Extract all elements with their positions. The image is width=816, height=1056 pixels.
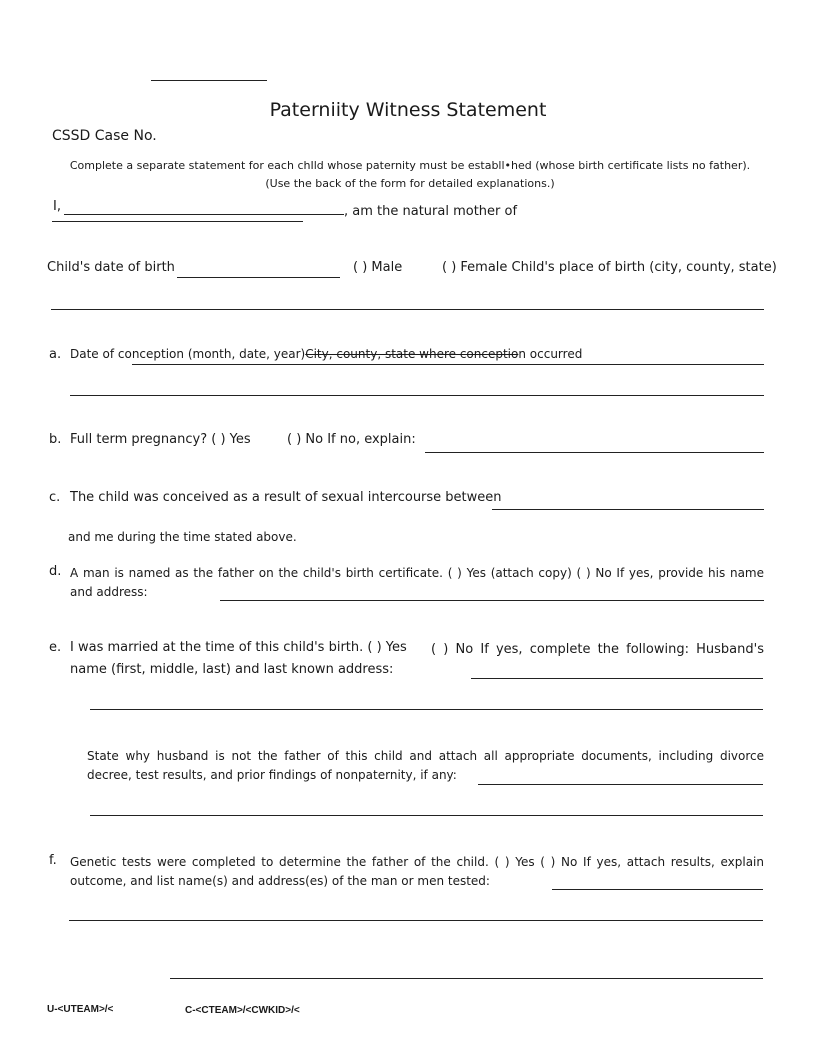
- item-f-field-3[interactable]: [170, 978, 763, 979]
- page-title: Paterniity Witness Statement: [269, 99, 547, 121]
- mother-suffix: , am the natural mother of: [344, 204, 518, 219]
- item-a-rest: n occurred: [518, 347, 583, 361]
- item-d-text: A man is named as the father on the child's birth certificate. ( ) Yes (attach copy) ( ) No If yes, provide his name and address:: [70, 566, 764, 599]
- item-b-marker: b.: [49, 432, 62, 447]
- item-c-text: The child was conceived as a result of sexual intercourse between: [70, 490, 502, 505]
- item-a-marker: a.: [49, 347, 62, 362]
- item-c-continuation: and me during the time stated above.: [68, 530, 297, 544]
- child-birthplace-field[interactable]: [51, 309, 764, 310]
- item-e-sub-text: State why husband is not the father of this child and attach all appropriate documents, including divorce decree, test results, and prior findings of nonpaternity, if any:: [87, 749, 764, 782]
- item-a-field-1[interactable]: [132, 364, 764, 365]
- item-e-text: I was married at the time of this child's birth. ( ) Yes: [70, 640, 407, 655]
- item-e-no-text: [70, 640, 764, 680]
- footer-right-code: C-<CTEAM>/<CWKID>/<: [185, 1005, 300, 1016]
- mother-underline-2: [52, 221, 303, 222]
- top-mark-line: [151, 80, 267, 81]
- item-f-text: Genetic tests were completed to determine the father of the child. ( ) Yes ( ) No If yes, attach results, explain outcome, and list name(s) and address(es) of the man or men tested:: [70, 855, 764, 888]
- mother-prefix: I,: [53, 199, 61, 214]
- item-f-marker: f.: [49, 853, 57, 868]
- item-e-no-label: ( ) No If yes, complete the following: Husband's name (first, middle, last) and last known address:: [70, 642, 764, 677]
- item-d-field[interactable]: [220, 600, 764, 601]
- item-c-marker: c.: [49, 490, 61, 505]
- child-dob-label: Child's date of birth: [47, 260, 175, 275]
- item-c-field[interactable]: [492, 509, 764, 510]
- female-option[interactable]: ( ) Female Child's place of birth (city, county, state): [442, 260, 777, 275]
- mother-name-field[interactable]: [64, 214, 344, 215]
- case-number-label: CSSD Case No.: [52, 128, 157, 144]
- item-d-marker: d.: [49, 564, 62, 579]
- item-e-field-2[interactable]: [90, 709, 763, 710]
- item-e-marker: e.: [49, 640, 62, 655]
- item-a-struck: City, county, state where conceptio: [305, 347, 519, 361]
- instructions-text: Complete a separate statement for each chIld whose paternity must be establl•hed (whose birth certificate lists no father). (Use the back of the form for detailed explanations.): [69, 159, 751, 190]
- item-b-text: Full term pregnancy? ( ) Yes: [70, 432, 251, 447]
- item-a-field-2[interactable]: [70, 395, 764, 396]
- item-a-text: [70, 347, 582, 361]
- item-b-explain-field[interactable]: [425, 452, 764, 453]
- item-e-field-1[interactable]: [471, 678, 763, 679]
- item-b-no-text: ( ) No If no, explain:: [287, 432, 416, 447]
- footer-left-code: U-<UTEAM>/<: [47, 1004, 114, 1015]
- item-f-field-1[interactable]: [552, 889, 763, 890]
- item-a-label: Date of conception (month, date, year): [70, 347, 306, 361]
- item-f-field-2[interactable]: [69, 920, 763, 921]
- child-dob-field[interactable]: [177, 277, 340, 278]
- item-e-sub-field-2[interactable]: [90, 815, 763, 816]
- male-option[interactable]: ( ) Male: [353, 260, 403, 275]
- item-e-sub-field-1[interactable]: [478, 784, 763, 785]
